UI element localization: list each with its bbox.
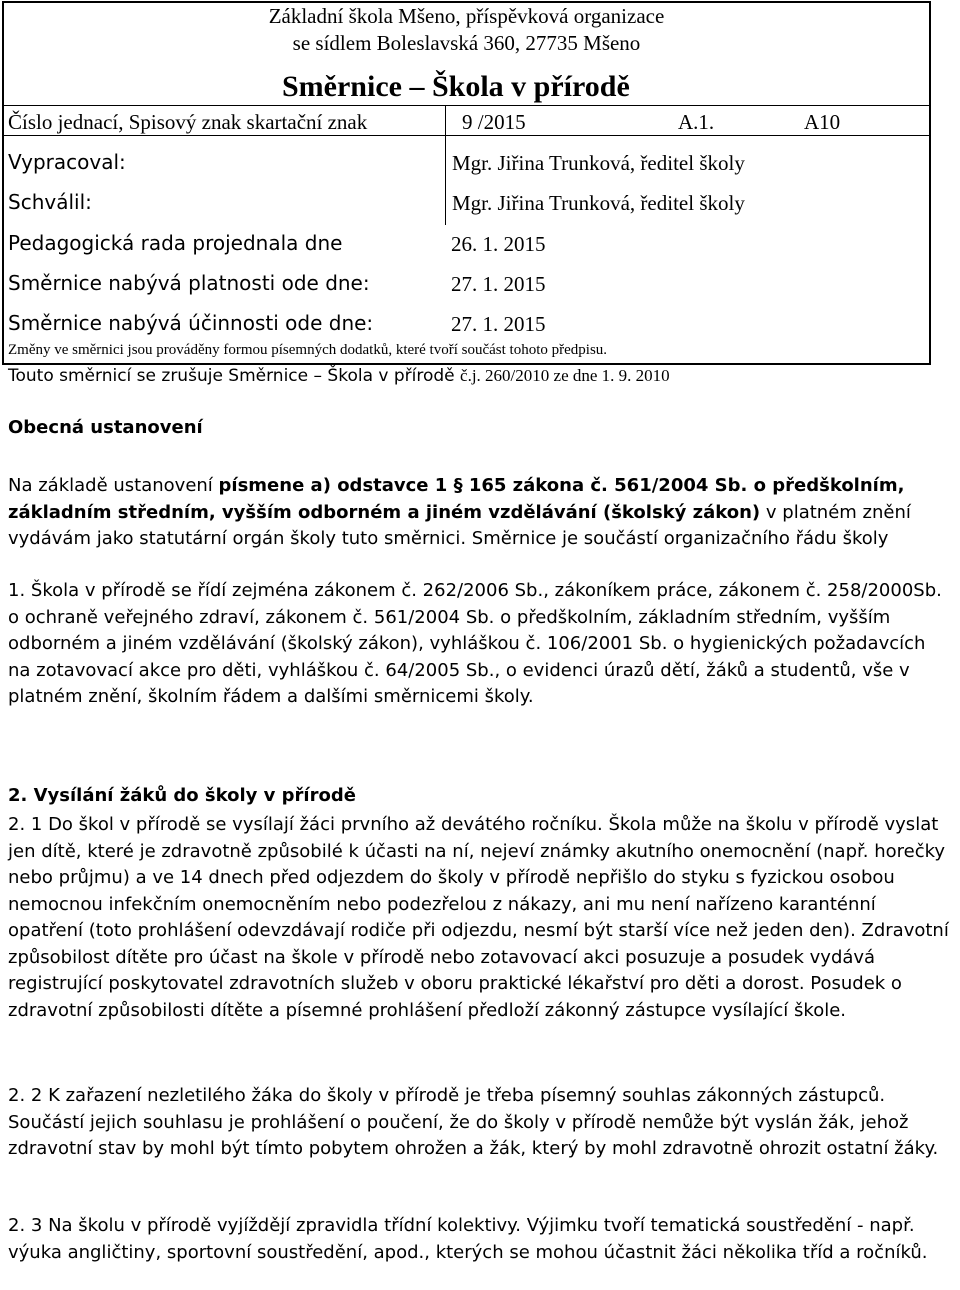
general-item-1: [8, 578, 953, 711]
repeal-reference: č.j. 260/2010 ze dne 1. 9. 2010: [460, 366, 670, 385]
general-heading: Obecná ustanovení: [8, 417, 203, 438]
item-1-text: 1. Škola v přírodě se řídí zejména zákonem č. 262/2006 Sb., zákoníkem práce, zákonem č. 258/2000Sb. o ochraně veřejného zdraví, zákonem č. 561/2004 Sb. o předškolním, základním středním, vyšším odborném a jiném vzdělávání (školský zákon), vyhláškou č. 106/2001 Sb. o hygienických požadavcích na zotavovací akce pro děti, vyhláškou č. 64/2005 Sb., o evidenci úrazů dětí, žáků a studentů, vše v platném znění, školním řádem a dalšími směrnicemi školy.: [8, 580, 942, 707]
changes-note: Změny ve směrnici jsou prováděny formou písemných dodatků, které tvoří součást tohoto předpisu.: [8, 342, 608, 358]
ref-label: Číslo jednací, Spisový znak skartační znak: [8, 110, 368, 134]
approved-value: Mgr. Jiřina Trunková, ředitel školy: [452, 191, 745, 215]
council-label: Pedagogická rada projednala dne: [8, 231, 343, 255]
ref-code: A.1.: [678, 110, 715, 134]
section2-heading: 2. Vysílání žáků do školy v přírodě: [8, 785, 356, 806]
section2-paragraph-3: [8, 1213, 953, 1266]
header-vertical-divider: [445, 105, 446, 225]
council-date: 26. 1. 2015: [451, 232, 546, 256]
intro-text-a: Na základě ustanovení: [8, 475, 219, 496]
ref-number: 9 /2015: [462, 110, 526, 134]
paragraph-2-1: 2. 1 Do škol v přírodě se vysílají žáci prvního až devátého ročníku. Škola může na školu v přírodě vyslat jen dítě, které je zdravotně způsobilé k účasti na ní, nejeví známky akutního onemocnění (např. horečky nebo průjmu) a ve 14 dnech před odjezdem do školy v přírodě nepřišlo do styku s fyzickou osobou nemocnou infekčním onemocněním nebo podezřelou z nákazy, ani mu není nařízeno karanténní opatření (toto prohlášení odevzdávají rodiče při odjezdu, nesmí být starší více než jeden den). Zdravotní způsobilost dítěte pro účast na škole v přírodě nebo zotavovací akci posuzuje a posudek vydává registrující poskytovatel zdravotních služeb v oboru praktické lékařství pro děti a dorost. Posudek o zdravotní způsobilosti dítěte a písemné prohlášení předloží zákonný zástupce vysílající škole.: [8, 814, 949, 1021]
paragraph-2-3: 2. 3 Na školu v přírodě vyjíždějí zpravidla třídní kolektivy. Výjimku tvoří tematická soustředění - např. výuka angličtiny, sportovní soustředění, apod., kterých se mohou účastnit žáci několika tříd a ročníků.: [8, 1215, 928, 1263]
validity-date: 27. 1. 2015: [451, 272, 546, 296]
section2-paragraph-1: [8, 812, 953, 1024]
header-divider-1: [2, 105, 931, 106]
prepared-value: Mgr. Jiřina Trunková, ředitel školy: [452, 151, 745, 175]
ref-shred: A10: [804, 110, 841, 134]
school-address: se sídlem Boleslavská 360, 27735 Mšeno: [292, 31, 641, 55]
section2-paragraph-2: [8, 1083, 953, 1163]
repeal-note: Touto směrnicí se zrušuje Směrnice – Škola v přírodě: [8, 366, 461, 386]
general-intro: [8, 473, 953, 553]
paragraph-2-2: 2. 2 K zařazení nezletilého žáka do školy v přírodě je třeba písemný souhlas zákonných zástupců. Součástí jejich souhlasu je prohlášení o poučení, že do školy v přírodě nemůže být vyslán žák, jehož zdravotní stav by mohl být tímto pobytem ohrožen a žák, který by mohl zdravotně ohrozit ostatní žáky.: [8, 1085, 939, 1159]
intro-text-law: písmene a) odstavce 1 § 165 zákona č. 561/2004 Sb. o předškolním, základním středním, vyšším odborném a jiném vzdělávání (školský zákon): [8, 475, 905, 523]
document-title: Směrnice – Škola v přírodě: [282, 70, 630, 103]
effect-label: Směrnice nabývá účinnosti ode dne:: [8, 311, 374, 335]
effect-date: 27. 1. 2015: [451, 312, 546, 336]
validity-label: Směrnice nabývá platnosti ode dne:: [8, 271, 370, 295]
prepared-label: Vypracoval:: [8, 150, 126, 174]
intro-text-c: v platném znění vydávám jako statutární orgán školy tuto směrnici. Směrnice je součástí organizačního řádu školy: [8, 501, 911, 549]
school-name: Základní škola Mšeno, příspěvková organizace: [268, 4, 665, 28]
approved-label: Schválil:: [8, 190, 92, 214]
header-divider-2: [2, 135, 931, 136]
